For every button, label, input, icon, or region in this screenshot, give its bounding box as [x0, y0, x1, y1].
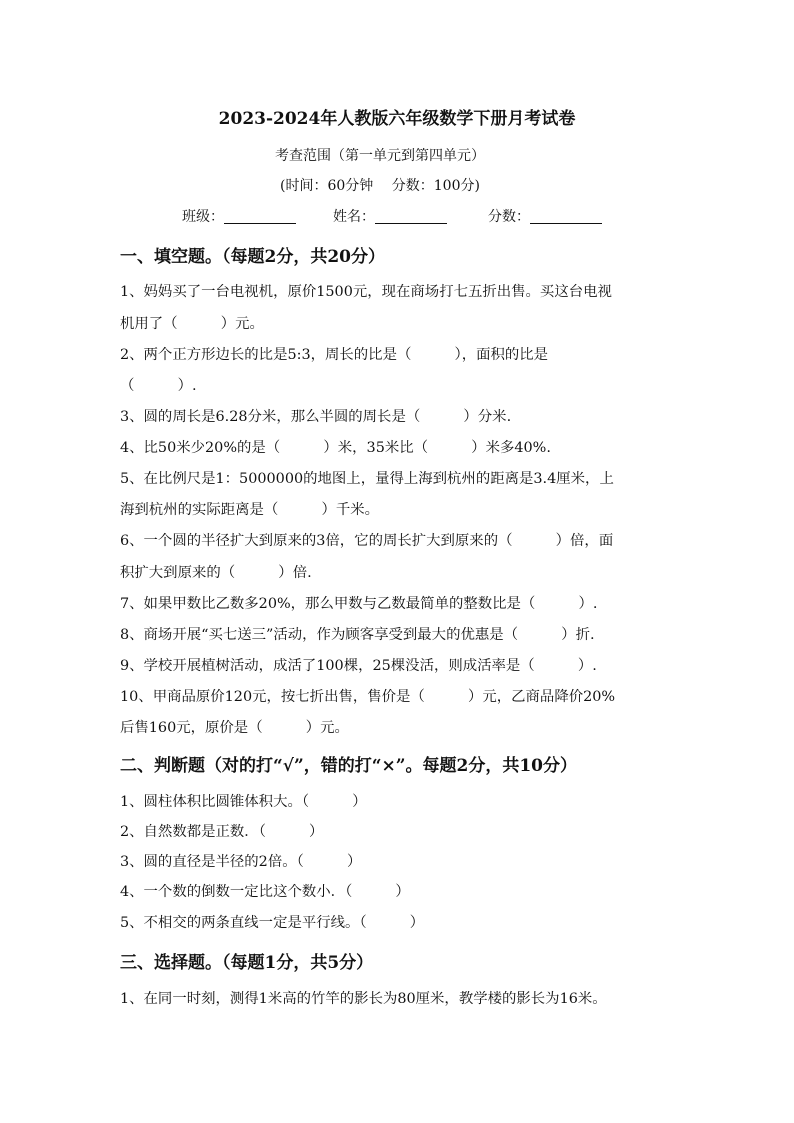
- question-line: 1、妈妈买了一台电视机，原价1500元，现在商场打七五折出售。买这台电视: [120, 284, 612, 300]
- question-line: 后售160元，原价是（ ）元。: [120, 720, 349, 736]
- class-blank[interactable]: [224, 209, 296, 224]
- score-label: 分数：: [488, 209, 530, 225]
- question-line: 5、不相交的两条直线一定是平行线。（ ）: [120, 915, 425, 931]
- question-line: 1、圆柱体积比圆锥体积大。（ ）: [120, 794, 367, 810]
- question-line: 8、商场开展“买七送三”活动，作为顾客享受到最大的优惠是（ ）折.: [120, 627, 595, 643]
- question-line: 2、自然数都是正数．（ ）: [120, 824, 324, 840]
- question-line: 积扩大到原来的（ ）倍.: [120, 565, 312, 581]
- score-field[interactable]: [488, 206, 602, 226]
- question-line: 6、一个圆的半径扩大到原来的3倍，它的周长扩大到原来的（ ）倍，面: [120, 533, 614, 549]
- question-line: 3、圆的周长是6.28分米，那么半圆的周长是（ ）分米.: [120, 409, 512, 425]
- class-label: 班级：: [182, 209, 224, 225]
- name-label: 姓名：: [333, 209, 375, 225]
- exam-scope: 考查范围（第一单元到第四单元）: [275, 148, 485, 164]
- class-field[interactable]: [182, 206, 296, 226]
- score-blank[interactable]: [530, 209, 602, 224]
- question-line: （ ）.: [120, 378, 197, 394]
- question-line: 5、在比例尺是1：5000000的地图上，量得上海到杭州的距离是3.4厘米，上: [120, 471, 614, 487]
- section-fill-in-heading: 一、填空题。（每题2分，共20分）: [120, 247, 385, 267]
- question-line: 4、一个数的倒数一定比这个数小．（ ）: [120, 884, 410, 900]
- name-field[interactable]: [333, 206, 447, 226]
- question-line: 9、学校开展植树活动，成活了100棵，25棵没活，则成活率是（ ）.: [120, 658, 597, 674]
- question-line: 2、两个正方形边长的比是5:3，周长的比是（ ），面积的比是: [120, 347, 549, 363]
- question-line: 机用了（ ）元。: [120, 316, 264, 332]
- exam-title: 2023-2024年人教版六年级数学下册月考试卷: [218, 109, 576, 129]
- exam-time-score: (时间：60分钟 分数：100分): [280, 178, 480, 194]
- question-line: 海到杭州的实际距离是（ ）千米。: [120, 502, 380, 518]
- question-line: 10、甲商品原价120元，按七折出售，售价是（ ）元，乙商品降价20%: [120, 689, 616, 705]
- name-blank[interactable]: [375, 209, 447, 224]
- question-line: 7、如果甲数比乙数多20%，那么甲数与乙数最简单的整数比是（ ）.: [120, 596, 598, 612]
- section-true-false-heading: 二、判断题（对的打“√”，错的打“×”。每题2分，共10分）: [120, 756, 578, 776]
- question-line: 3、圆的直径是半径的2倍。（ ）: [120, 854, 362, 870]
- question-line: 1、在同一时刻，测得1米高的竹竿的影长为80厘米，教学楼的影长为16米。: [120, 991, 607, 1007]
- section-multiple-choice-heading: 三、选择题。（每题1分，共5分）: [120, 953, 374, 973]
- question-line: 4、比50米少20%的是（ ）米，35米比（ ）米多40%.: [120, 440, 551, 456]
